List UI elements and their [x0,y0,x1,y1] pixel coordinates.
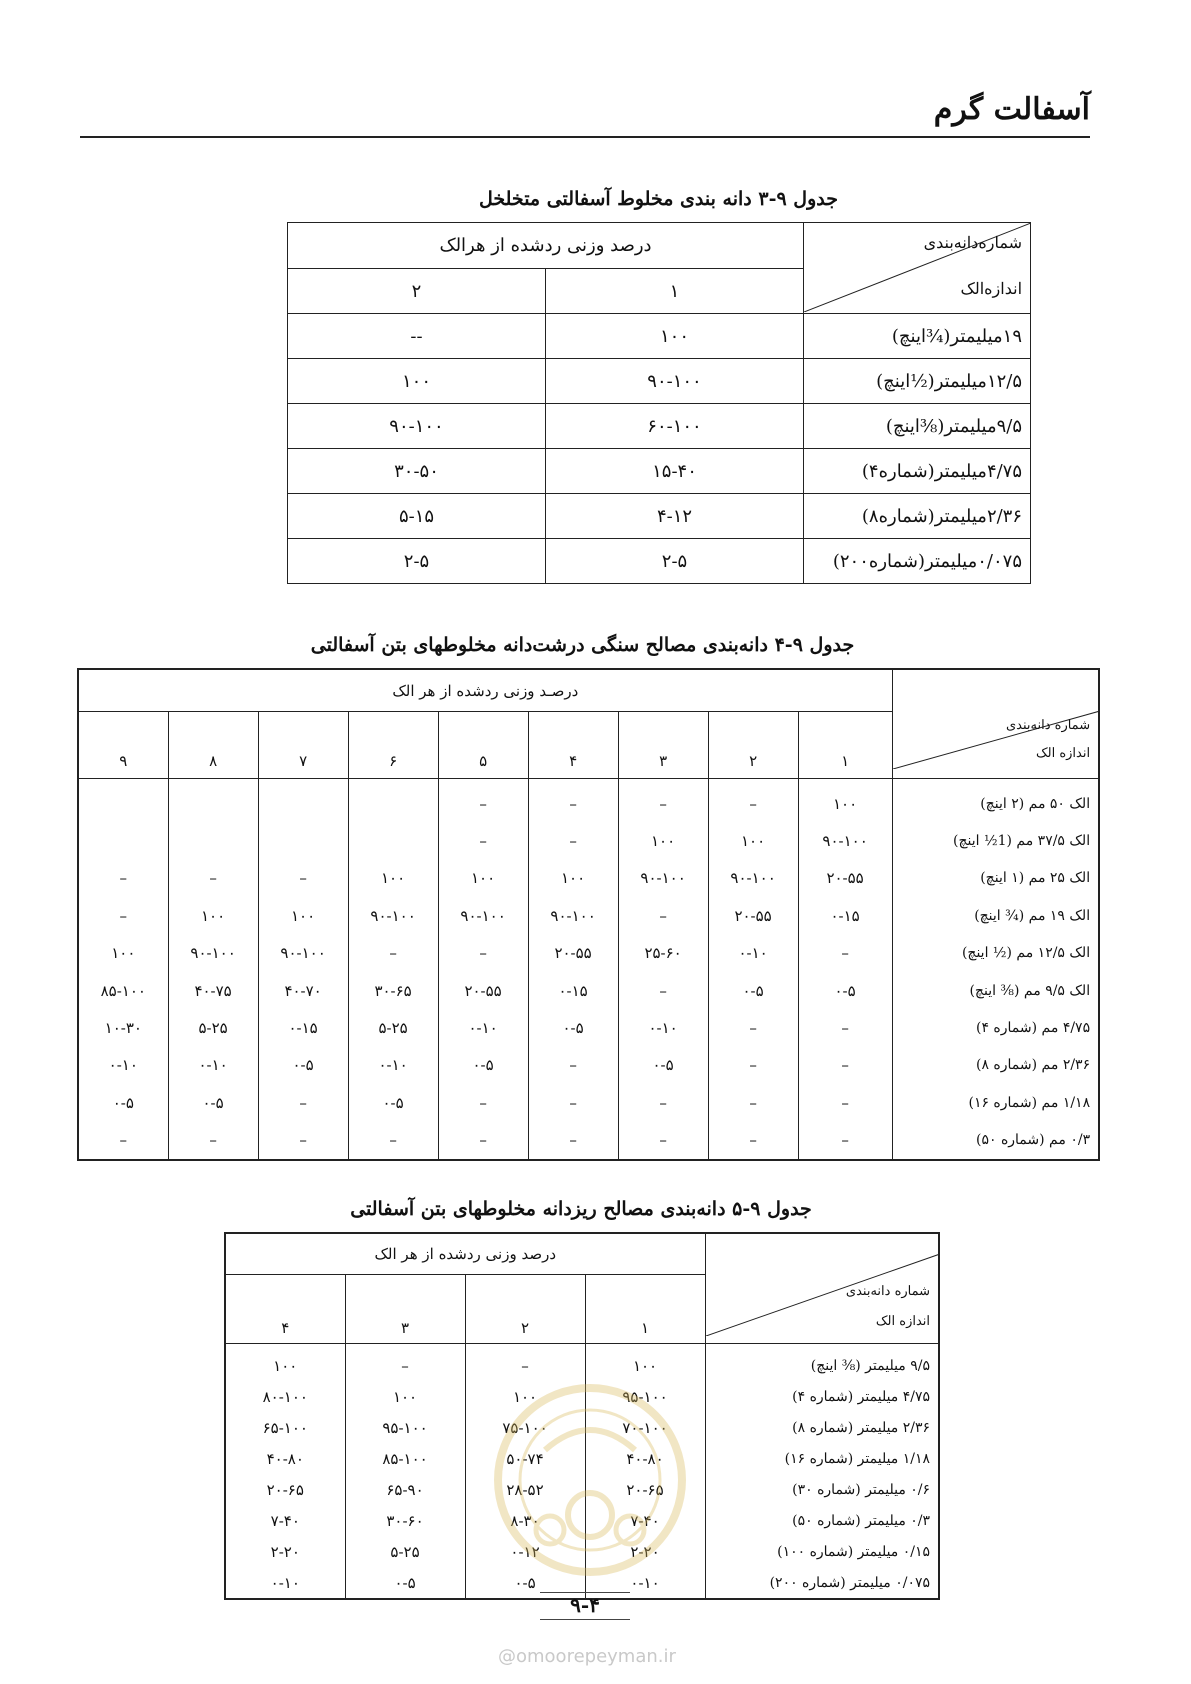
value-cell [258,779,348,823]
sieve-size-cell: الک ۹/۵ مم (⅜ اینچ) [892,972,1099,1009]
value-cell: ۰-۵ [708,972,798,1009]
value-cell: ۵-۲۵ [345,1536,465,1567]
sieve-size-cell: ۲/۳۶ میلیمتر (شماره ۸) [705,1412,939,1443]
table2-row [78,1122,1099,1160]
table2-group-header: درصـد وزنی ردشده از هر الک [78,669,892,712]
value-cell: – [708,1084,798,1121]
value-cell: ۲۰-۵۵ [528,935,618,972]
table3-caption: جدول ۹-۵ دانه‌بندی مصالح ریزدانه مخلوطهای بتن آسفالتی [350,1198,812,1220]
table1 [287,222,1031,584]
sieve-size-cell: ۰/۱۵ میلیمتر (شماره ۱۰۰) [705,1536,939,1567]
value-cell: – [528,779,618,823]
value-cell: ۰-۵ [345,1567,465,1599]
value-cell: – [438,1122,528,1160]
value-cell: ۶۰-۱۰۰ [546,404,804,449]
sieve-size-cell: ۹/۵ میلیمتر (⅜ اینچ) [705,1344,939,1382]
value-cell [348,822,438,859]
sieve-size-cell: ۰/۳ مم (شماره ۵۰) [892,1122,1099,1160]
table1-group-header: درصد وزنی ردشده از هرالک [288,223,804,269]
value-cell: – [618,1084,708,1121]
table2-column-header: ۹ [78,712,168,779]
table1-row [288,404,1031,449]
value-cell: – [708,1122,798,1160]
table1-corner-cell [804,223,1031,314]
value-cell: ۹۰-۱۰۰ [528,897,618,934]
value-cell: ۱۰۰ [618,822,708,859]
value-cell: – [798,1009,892,1046]
table3-column-header: ۱ [585,1275,705,1344]
value-cell: – [798,1084,892,1121]
value-cell: – [258,1122,348,1160]
table2-column-header: ۴ [528,712,618,779]
value-cell: ۰-۱۰ [78,1047,168,1084]
value-cell: ۰-۵ [78,1084,168,1121]
table1-row [288,314,1031,359]
value-cell: ۰-۱۲ [465,1536,585,1567]
value-cell: ۹۰-۱۰۰ [288,404,546,449]
value-cell: – [798,1122,892,1160]
value-cell [258,822,348,859]
table3-column-header: ۳ [345,1275,465,1344]
value-cell: ۱۰۰ [465,1381,585,1412]
table3-row [225,1536,939,1567]
sieve-size-cell: الک ۳۷/۵ مم (1½ اینچ) [892,822,1099,859]
value-cell: – [465,1344,585,1382]
table1-row [288,539,1031,584]
value-cell: ۸۰-۱۰۰ [225,1381,345,1412]
value-cell: ۷۵-۱۰۰ [465,1412,585,1443]
value-cell: ۹۰-۱۰۰ [258,935,348,972]
table1-corner-bottom: اندازه‌الک [960,279,1023,298]
value-cell: ۰-۵ [348,1084,438,1121]
sieve-size-cell: ۱/۱۸ میلیمتر (شماره ۱۶) [705,1443,939,1474]
value-cell: ۰-۵ [438,1047,528,1084]
value-cell: ۲۰-۵۵ [708,897,798,934]
value-cell: ۰-۱۰ [618,1009,708,1046]
table2-column-header: ۶ [348,712,438,779]
value-cell: – [618,1122,708,1160]
table2-row [78,972,1099,1009]
value-cell: – [528,1084,618,1121]
value-cell: – [798,935,892,972]
value-cell: – [258,1084,348,1121]
value-cell: ۰-۱۰ [438,1009,528,1046]
table3-row [225,1474,939,1505]
table3-group-header: درصد وزنی ردشده از هر الک [225,1233,705,1275]
value-cell: ۲۰-۶۵ [225,1474,345,1505]
table1-column-header: ۱ [546,269,804,314]
value-cell: ۲-۲۰ [585,1536,705,1567]
table2-column-header: ۵ [438,712,528,779]
table1-row [288,494,1031,539]
value-cell: ۹۰-۱۰۰ [348,897,438,934]
value-cell [348,779,438,823]
table2-column-header: ۱ [798,712,892,779]
value-cell: ۲۸-۵۲ [465,1474,585,1505]
table3-row [225,1381,939,1412]
value-cell: ۰-۵ [798,972,892,1009]
value-cell: ۹۰-۱۰۰ [168,935,258,972]
value-cell: ۰-۱۵ [798,897,892,934]
value-cell: ۱۰۰ [258,897,348,934]
value-cell: ۰-۱۵ [528,972,618,1009]
sieve-size-cell: ۴/۷۵ مم (شماره ۴) [892,1009,1099,1046]
value-cell: – [78,860,168,897]
value-cell: ۵۰-۷۴ [465,1443,585,1474]
value-cell: ۳۰-۶۰ [345,1505,465,1536]
value-cell: – [345,1344,465,1382]
value-cell: ۰-۱۰ [585,1567,705,1599]
value-cell: ۸۵-۱۰۰ [345,1443,465,1474]
value-cell [168,822,258,859]
table2-corner-cell [892,669,1099,779]
table3-column-header: ۲ [465,1275,585,1344]
value-cell: ۳۰-۵۰ [288,449,546,494]
table2-row [78,1047,1099,1084]
sieve-size-cell: ۱/۱۸ مم (شماره ۱۶) [892,1084,1099,1121]
value-cell: ۹۰-۱۰۰ [618,860,708,897]
value-cell: – [618,779,708,823]
sieve-size-cell: ۹/۵میلیمتر(⅜اینچ) [804,404,1031,449]
value-cell: ۴۰-۷۰ [258,972,348,1009]
value-cell: – [168,860,258,897]
table1-row [288,449,1031,494]
table2-row [78,1084,1099,1121]
value-cell: ۲-۵ [288,539,546,584]
value-cell: ۰-۱۵ [258,1009,348,1046]
table2-corner-top: شماره دانه‌بندی [1005,718,1091,733]
value-cell: ۱۰۰ [78,935,168,972]
value-cell: ۰-۱۰ [225,1567,345,1599]
table2-row [78,1009,1099,1046]
sieve-size-cell: ۰/۰۷۵میلیمتر(شماره۲۰۰) [804,539,1031,584]
value-cell: ۱۰-۳۰ [78,1009,168,1046]
table1-column-header: ۲ [288,269,546,314]
sieve-size-cell: ۴/۷۵میلیمتر(شماره۴) [804,449,1031,494]
value-cell [168,779,258,823]
value-cell: ۱۰۰ [798,779,892,823]
value-cell: – [438,779,528,823]
value-cell: – [528,822,618,859]
value-cell: ۱۰۰ [585,1344,705,1382]
value-cell: – [438,1084,528,1121]
sieve-size-cell: ۱۲/۵میلیمتر(½اینچ) [804,359,1031,404]
table2-column-header: ۲ [708,712,798,779]
value-cell: ۰-۵ [618,1047,708,1084]
value-cell: ۲۵-۶۰ [618,935,708,972]
value-cell: ۲۰-۶۵ [585,1474,705,1505]
value-cell: – [618,897,708,934]
table2-row [78,822,1099,859]
value-cell: ۳۰-۶۵ [348,972,438,1009]
value-cell: ۲-۲۰ [225,1536,345,1567]
sieve-size-cell: ۲/۳۶ مم (شماره ۸) [892,1047,1099,1084]
value-cell: – [708,779,798,823]
value-cell: ۹۰-۱۰۰ [546,359,804,404]
value-cell: – [798,1047,892,1084]
value-cell: – [438,822,528,859]
table2-row [78,860,1099,897]
table3-corner-cell [705,1233,939,1344]
value-cell: ۷۰-۱۰۰ [585,1412,705,1443]
sieve-size-cell: ۰/۶ میلیمتر (شماره ۳۰) [705,1474,939,1505]
value-cell [78,822,168,859]
value-cell: – [528,1122,618,1160]
value-cell: ۰-۵ [465,1567,585,1599]
value-cell: ۱۵-۴۰ [546,449,804,494]
value-cell: ۱۰۰ [528,860,618,897]
value-cell: – [348,935,438,972]
value-cell: ۹۵-۱۰۰ [345,1412,465,1443]
table3-column-header: ۴ [225,1275,345,1344]
table2-column-header: ۷ [258,712,348,779]
value-cell: ۵-۲۵ [348,1009,438,1046]
page-title: آسفالت گرم [933,92,1090,127]
sieve-size-cell: ۰/۳ میلیمتر (شماره ۵۰) [705,1505,939,1536]
value-cell: ۴۰-۷۵ [168,972,258,1009]
value-cell: ۱۰۰ [708,822,798,859]
table3-corner-bottom: اندازه الک [875,1314,931,1329]
table2-row [78,935,1099,972]
value-cell: ۴۰-۸۰ [585,1443,705,1474]
value-cell: ۱۰۰ [438,860,528,897]
table3-row [225,1505,939,1536]
value-cell: ۷-۴۰ [585,1505,705,1536]
sieve-size-cell: الک ۱۹ مم (¾ اینچ) [892,897,1099,934]
value-cell: ۹۵-۱۰۰ [585,1381,705,1412]
value-cell: -- [288,314,546,359]
value-cell: ۰-۵ [528,1009,618,1046]
value-cell: ۸۵-۱۰۰ [78,972,168,1009]
table2 [77,668,1100,1161]
table1-corner-top: شماره‌دانه‌بندی [923,233,1023,252]
sieve-size-cell: الک ۲۵ مم (۱ اینچ) [892,860,1099,897]
table2-caption: جدول ۹-۴ دانه‌بندی مصالح سنگی درشت‌دانه مخلوطهای بتن آسفالتی [310,634,855,656]
value-cell: ۰-۱۰ [168,1047,258,1084]
table2-corner-bottom: اندازه الک [1035,746,1091,761]
value-cell: – [168,1122,258,1160]
value-cell: ۰-۱۰ [708,935,798,972]
sieve-size-cell: ۴/۷۵ میلیمتر (شماره ۴) [705,1381,939,1412]
value-cell: ۵-۲۵ [168,1009,258,1046]
value-cell: ۹۰-۱۰۰ [438,897,528,934]
value-cell: ۹۰-۱۰۰ [708,860,798,897]
table3-row [225,1412,939,1443]
table1-row [288,359,1031,404]
value-cell: ۴۰-۸۰ [225,1443,345,1474]
table3-row [225,1443,939,1474]
value-cell [78,779,168,823]
value-cell: – [708,1009,798,1046]
sieve-size-cell: الک ۵۰ مم (۲ اینچ) [892,779,1099,823]
value-cell: – [528,1047,618,1084]
table2-column-header: ۳ [618,712,708,779]
value-cell: – [438,935,528,972]
value-cell: ۰-۵ [258,1047,348,1084]
value-cell: ۸-۳۰ [465,1505,585,1536]
value-cell: – [78,897,168,934]
value-cell: – [348,1122,438,1160]
value-cell: ۱۰۰ [348,860,438,897]
site-watermark: @omoorepeyman.ir [498,1646,676,1667]
value-cell: ۱۰۰ [168,897,258,934]
table1-caption: جدول ۹-۳ دانه بندی مخلوط آسفالتی متخلخل [478,188,838,210]
value-cell: – [78,1122,168,1160]
value-cell: ۱۰۰ [288,359,546,404]
value-cell: ۲-۵ [546,539,804,584]
value-cell: ۰-۱۰ [348,1047,438,1084]
value-cell: ۶۵-۱۰۰ [225,1412,345,1443]
value-cell: ۹۰-۱۰۰ [798,822,892,859]
value-cell: ۱۰۰ [546,314,804,359]
page-number: ۹-۴ [540,1592,630,1620]
table3-row [225,1344,939,1382]
value-cell: ۱۰۰ [225,1344,345,1382]
sieve-size-cell: الک ۱۲/۵ مم (½ اینچ) [892,935,1099,972]
value-cell: ۵-۱۵ [288,494,546,539]
value-cell: ۴-۱۲ [546,494,804,539]
value-cell: – [618,972,708,1009]
value-cell: – [708,1047,798,1084]
table3 [224,1232,940,1600]
sieve-size-cell: ۰/۰۷۵ میلیمتر (شماره ۲۰۰) [705,1567,939,1599]
value-cell: ۶۵-۹۰ [345,1474,465,1505]
value-cell: ۷-۴۰ [225,1505,345,1536]
value-cell: ۰-۵ [168,1084,258,1121]
table2-column-header: ۸ [168,712,258,779]
sieve-size-cell: ۱۹میلیمتر(¾اینچ) [804,314,1031,359]
value-cell: ۲۰-۵۵ [798,860,892,897]
value-cell: ۲۰-۵۵ [438,972,528,1009]
page-header [80,88,1090,138]
value-cell: – [258,860,348,897]
value-cell: ۱۰۰ [345,1381,465,1412]
sieve-size-cell: ۲/۳۶میلیمتر(شماره۸) [804,494,1031,539]
table3-corner-top: شماره دانه‌بندی [845,1284,931,1299]
table2-row [78,897,1099,934]
table2-row [78,779,1099,823]
